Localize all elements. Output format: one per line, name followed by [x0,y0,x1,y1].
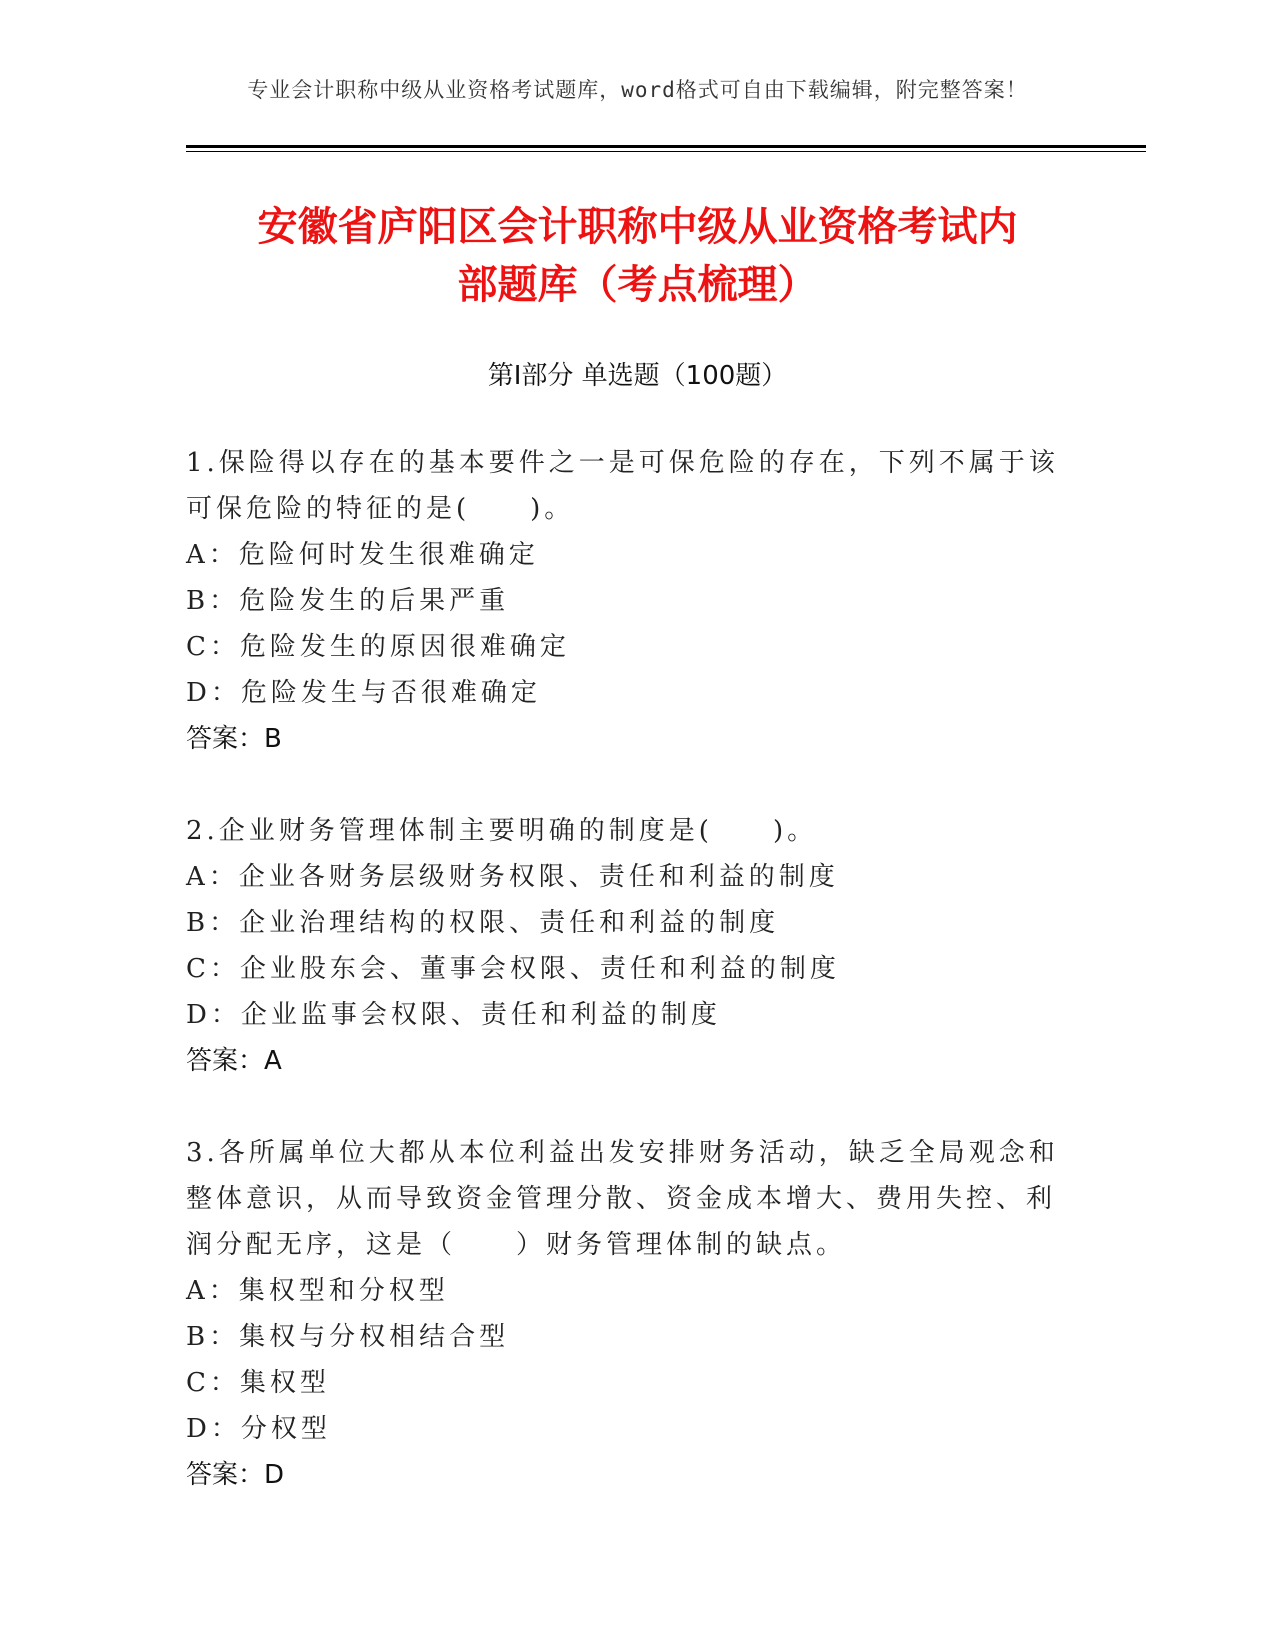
option-a: A：企业各财务层级财务权限、责任和利益的制度 [186,862,839,892]
question-2 [186,808,1066,1084]
header-rule-thick [186,145,1146,148]
question-stem: 2.企业财务管理体制主要明确的制度是( )。 [186,816,818,846]
answer: 答案：A [186,1046,282,1076]
option-c: C：集权型 [186,1368,330,1398]
question-1 [186,440,1066,762]
option-d: D：危险发生与否很难确定 [186,678,541,708]
option-b: B：企业治理结构的权限、责任和利益的制度 [186,908,780,938]
document-title [150,198,1125,314]
option-d: D：企业监事会权限、责任和利益的制度 [186,1000,721,1030]
option-c: C：企业股东会、董事会权限、责任和利益的制度 [186,954,840,984]
option-a: A：集权型和分权型 [186,1276,449,1306]
question-list [186,440,1066,1544]
header-rule-thin [186,151,1146,152]
header-note: 专业会计职称中级从业资格考试题库，word格式可自由下载编辑，附完整答案！ [247,78,1028,102]
question-stem: 3.各所属单位大都从本位利益出发安排财务活动，缺乏全局观念和整体意识，从而导致资金管理分散、资金成本增大、费用失控、利润分配无序，这是（ ）财务管理体制的缺点。 [186,1138,1059,1260]
question-stem: 1.保险得以存在的基本要件之一是可保危险的存在，下列不属于该可保危险的特征的是( )。 [186,448,1059,524]
question-3 [186,1130,1066,1498]
option-b: B：危险发生的后果严重 [186,586,510,616]
answer: 答案：B [186,724,282,754]
section-title: 第Ⅰ部分 单选题（100题） [487,361,788,391]
option-d: D：分权型 [186,1414,331,1444]
option-b: B：集权与分权相结合型 [186,1322,510,1352]
document-title-line2: 部题库（考点梳理） [457,262,818,308]
option-a: A：危险何时发生很难确定 [186,540,539,570]
answer: 答案：D [186,1460,285,1490]
option-c: C：危险发生的原因很难确定 [186,632,570,662]
document-title-line1: 安徽省庐阳区会计职称中级从业资格考试内 [257,204,1018,250]
